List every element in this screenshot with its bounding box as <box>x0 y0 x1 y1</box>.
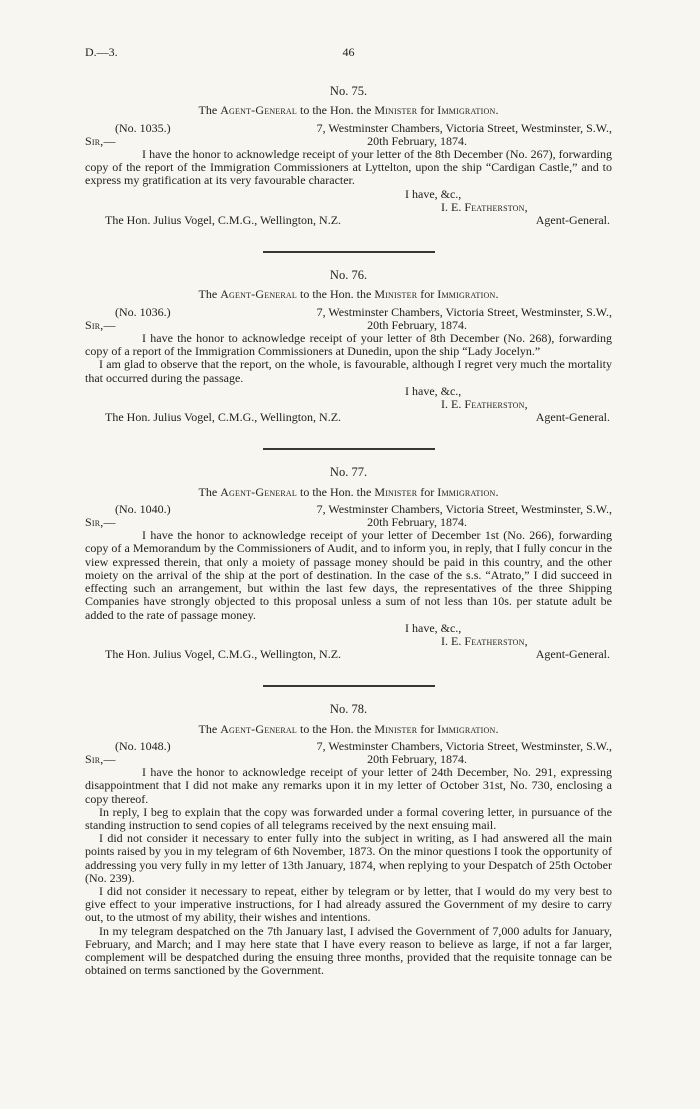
signature-role: Agent-General. <box>535 647 610 662</box>
salutation: Sir,— <box>85 317 116 332</box>
signature-initials: I. E. <box>441 199 465 214</box>
heading-segment: . <box>495 721 499 736</box>
heading-segment: The <box>198 103 221 118</box>
letter-heading <box>85 288 612 301</box>
signature-suffix: , <box>524 397 528 412</box>
page-header <box>85 46 612 59</box>
valediction: I have, &c., <box>405 383 462 398</box>
heading-segment: Agent-General <box>220 721 297 736</box>
heading-segment: for <box>417 287 438 302</box>
letter-ref-number: (No. 1040.) <box>115 501 171 516</box>
document-reference: D.—3. <box>85 45 118 59</box>
sender-address: 7, Westminster Chambers, Victoria Street, Westminster, S.W., <box>316 501 612 516</box>
signature-role: Agent-General. <box>535 213 610 228</box>
salutation: Sir,— <box>85 751 116 766</box>
heading-segment: Minister <box>374 287 418 302</box>
valediction: I have, &c., <box>405 186 462 201</box>
addressee-row <box>85 411 612 424</box>
salutation: Sir,— <box>85 133 116 148</box>
heading-segment: for <box>417 721 438 736</box>
letter-paragraph: I have the honor to acknowledge receipt of your letter of 24th December, No. 291, expressing disappointment that I did not make any remarks upon it in my letter of October 31st, No. 730, enclosing a copy thereof. <box>85 765 612 806</box>
letter-paragraph: In my telegram despatched on the 7th January last, I advised the Government of 7,000 adults for January, February, and March; and I may here state that I have every reason to believe as large, if not a far larger, complement will be despatched during the ensuing three months, provided that the requisite tonnage can be obtained on terms sanctioned by the Government. <box>85 923 612 978</box>
heading-segment: to the Hon. the <box>297 721 375 736</box>
letter-number: No. 77. <box>329 465 368 480</box>
heading-segment: Minister <box>374 721 418 736</box>
letter-heading <box>85 104 612 117</box>
addressee-row <box>85 214 612 227</box>
sender-address: 7, Westminster Chambers, Victoria Street, Westminster, S.W., <box>316 120 612 135</box>
letter-ref-number: (No. 1048.) <box>115 738 171 753</box>
salutation: Sir,— <box>85 515 116 530</box>
heading-segment: Immigration <box>437 484 496 499</box>
letter-76 <box>85 269 612 424</box>
heading-segment: Immigration <box>437 103 496 118</box>
letter-paragraph: I have the honor to acknowledge receipt of your letter of the 8th December (No. 267), forwarding copy of the report of the Immigration Commissioners at Lyttelton, upon the ship “Cardigan Castle,” and to express my gratification at its very favourable character. <box>85 147 612 188</box>
letter-date: 20th February, 1874. <box>367 317 467 332</box>
heading-segment: Agent-General <box>220 287 297 302</box>
letter-date: 20th February, 1874. <box>367 751 467 766</box>
letter-paragraph: I am glad to observe that the report, on the whole, is favourable, although I regret very much the mortality that occurred during the passage. <box>85 357 612 385</box>
signature-initials: I. E. <box>441 633 465 648</box>
letter-78 <box>85 703 612 977</box>
section-divider <box>263 251 435 253</box>
heading-segment: The <box>198 287 221 302</box>
heading-segment: Immigration <box>437 287 496 302</box>
letter-paragraph: In reply, I beg to explain that the copy was forwarded under a formal covering letter, in pursuance of the standing instruction to send copies of all telegrams received by the next ensuing mail. <box>85 804 612 832</box>
page-number: 46 <box>342 45 355 59</box>
letter-heading <box>85 486 612 499</box>
letter-heading <box>85 723 612 736</box>
addressee: The Hon. Julius Vogel, C.M.G., Wellington, N.Z. <box>105 213 342 228</box>
letter-number: No. 76. <box>329 268 368 283</box>
heading-segment: to the Hon. the <box>297 103 375 118</box>
heading-segment: to the Hon. the <box>297 484 375 499</box>
letter-75 <box>85 85 612 227</box>
section-divider <box>263 448 435 450</box>
heading-segment: for <box>417 484 438 499</box>
signature-surname: Featherston <box>464 633 525 648</box>
signature-suffix: , <box>524 633 528 648</box>
letter-77 <box>85 466 612 661</box>
letter-paragraph: I have the honor to acknowledge receipt of your letter of 8th December (No. 268), forwarding copy of a report of the Immigration Commissioners at Dunedin, upon the ship “Lady Jocelyn.” <box>85 331 612 359</box>
signature-initials: I. E. <box>441 397 465 412</box>
heading-segment: The <box>198 721 221 736</box>
heading-segment: Agent-General <box>220 484 297 499</box>
signature-surname: Featherston <box>464 199 525 214</box>
ref-address-row <box>85 306 612 319</box>
signature-surname: Featherston <box>464 397 525 412</box>
heading-segment: . <box>495 103 499 118</box>
addressee: The Hon. Julius Vogel, C.M.G., Wellington, N.Z. <box>105 647 342 662</box>
ref-address-row <box>85 503 612 516</box>
ref-address-row <box>85 740 612 753</box>
valediction: I have, &c., <box>405 620 462 635</box>
heading-segment: Immigration <box>437 721 496 736</box>
heading-segment: for <box>417 103 438 118</box>
ref-address-row <box>85 122 612 135</box>
addressee: The Hon. Julius Vogel, C.M.G., Wellington, N.Z. <box>105 410 342 425</box>
heading-segment: Minister <box>374 103 418 118</box>
letter-ref-number: (No. 1036.) <box>115 304 171 319</box>
heading-segment: The <box>198 484 221 499</box>
text-block <box>85 46 612 977</box>
letter-number: No. 78. <box>329 702 368 717</box>
heading-segment: . <box>495 484 499 499</box>
letter-ref-number: (No. 1035.) <box>115 120 171 135</box>
signature-suffix: , <box>524 199 528 214</box>
heading-segment: Minister <box>374 484 418 499</box>
letter-paragraph: I have the honor to acknowledge receipt of your letter of December 1st (No. 266), forwarding copy of a Memorandum by the Commissioners of Audit, and to inform you, in reply, that I fully concur in the view expressed therein, that only a moiety of passage money should be paid in this country, and the other moiety on the arrival of the ship at the port of destination. In the case of the s.s. “Atrato,” I did succeed in effecting such an arrangement, but within the last few days, the representatives of the three Shipping Companies have strongly objected to this proposal unless a sum of not less than 10s. per statute adult be added to the rate of passage money. <box>85 528 612 622</box>
heading-segment: Agent-General <box>220 103 297 118</box>
letter-date: 20th February, 1874. <box>367 133 467 148</box>
sender-address: 7, Westminster Chambers, Victoria Street, Westminster, S.W., <box>316 304 612 319</box>
addressee-row <box>85 648 612 661</box>
letter-date: 20th February, 1874. <box>367 515 467 530</box>
sender-address: 7, Westminster Chambers, Victoria Street, Westminster, S.W., <box>316 738 612 753</box>
letter-paragraph: I did not consider it necessary to repeat, either by telegram or by letter, that I would do my very best to give effect to your imperative instructions, for I had already assured the Government of my desire to carry out, to the utmost of my ability, their wishes and intentions. <box>85 883 612 925</box>
letter-number: No. 75. <box>329 84 368 99</box>
heading-segment: to the Hon. the <box>297 287 375 302</box>
signature-role: Agent-General. <box>535 410 610 425</box>
section-divider <box>263 685 435 687</box>
letter-paragraph: I did not consider it necessary to enter fully into the subject in writing, as I had answered all the main points raised by you in my telegram of 6th November, 1873. On the minor questions I took the opportunity of addressing you very fully in my letter of 13th January, 1874, when replying to your Despatch of 25th October (No. 239). <box>85 831 612 885</box>
heading-segment: . <box>495 287 499 302</box>
